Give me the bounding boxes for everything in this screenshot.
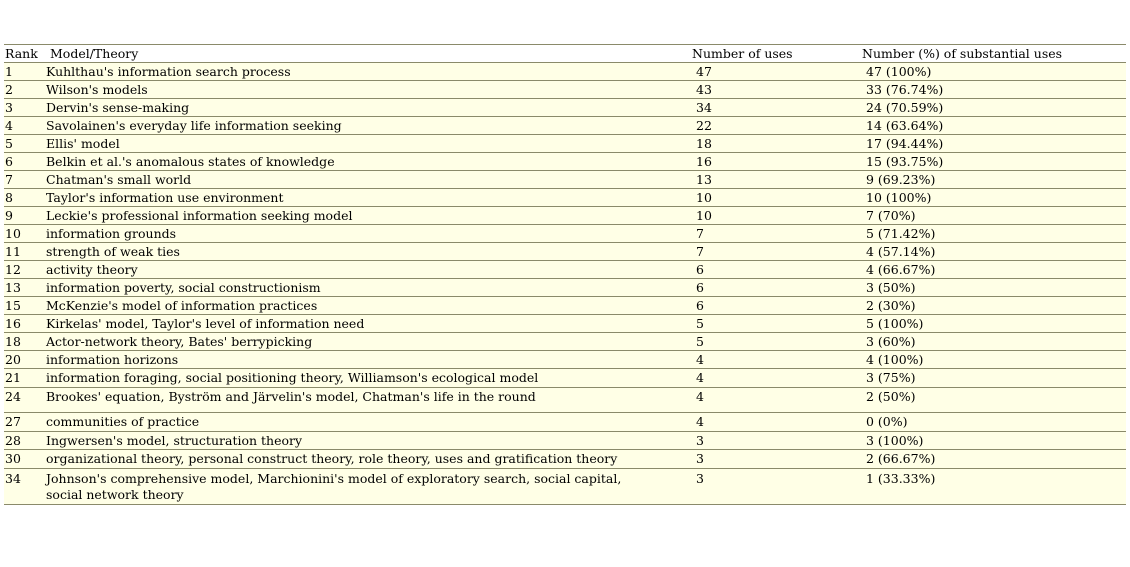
substantial-uses-cell: 5 (71.42%): [866, 226, 936, 241]
substantial-uses-cell: 24 (70.59%): [866, 100, 944, 115]
number-of-uses-cell: 5: [696, 316, 704, 331]
rank-cell: 18: [5, 334, 21, 349]
table-row: [4, 469, 1126, 505]
rank-cell: 10: [5, 226, 21, 241]
model-theory-cell: information poverty, social constructionism: [46, 280, 321, 295]
model-theory-cell: Kuhlthau's information search process: [46, 64, 291, 79]
rank-cell: 28: [5, 433, 21, 448]
number-of-uses-cell: 7: [696, 244, 704, 259]
substantial-uses-cell: 4 (66.67%): [866, 262, 936, 277]
table-row: [4, 135, 1126, 153]
table-row: [4, 261, 1126, 279]
substantial-uses-cell: 47 (100%): [866, 64, 932, 79]
table-row: [4, 315, 1126, 333]
model-theory-cell: Taylor's information use environment: [46, 190, 284, 205]
model-theory-cell: Belkin et al.'s anomalous states of knowledge: [46, 154, 335, 169]
header-substantial-uses: Number (%) of substantial uses: [862, 46, 1063, 61]
substantial-uses-cell: 9 (69.23%): [866, 172, 936, 187]
number-of-uses-cell: 43: [696, 82, 712, 97]
model-theory-cell: organizational theory, personal construct theory, role theory, uses and gratification theory: [46, 451, 618, 466]
substantial-uses-cell: 4 (57.14%): [866, 244, 936, 259]
rank-cell: 1: [5, 64, 13, 79]
substantial-uses-cell: 3 (60%): [866, 334, 916, 349]
rank-cell: 9: [5, 208, 13, 223]
table-body: [4, 63, 1126, 505]
number-of-uses-cell: 4: [696, 389, 704, 404]
number-of-uses-cell: 22: [696, 118, 712, 133]
table-row: [4, 413, 1126, 432]
table-row: [4, 225, 1126, 243]
rank-cell: 4: [5, 118, 13, 133]
model-theory-cell: Chatman's small world: [46, 172, 192, 187]
number-of-uses-cell: 10: [696, 190, 712, 205]
substantial-uses-cell: 7 (70%): [866, 208, 916, 223]
model-theory-cell: Leckie's professional information seeking model: [46, 208, 353, 223]
model-theory-cell: Johnson's comprehensive model, Marchionini's model of exploratory search, social capital, social network theory: [46, 471, 622, 502]
substantial-uses-cell: 2 (30%): [866, 298, 916, 313]
model-theory-cell: Actor-network theory, Bates' berrypicking: [46, 334, 313, 349]
number-of-uses-cell: 47: [696, 64, 712, 79]
table-row: [4, 63, 1126, 81]
header-number-of-uses: Number of uses: [692, 46, 793, 61]
substantial-uses-cell: 4 (100%): [866, 352, 924, 367]
model-theory-cell: Ingwersen's model, structuration theory: [46, 433, 303, 448]
rank-cell: 30: [5, 451, 21, 466]
number-of-uses-cell: 4: [696, 352, 704, 367]
model-theory-cell: Kirkelas' model, Taylor's level of information need: [46, 316, 365, 331]
model-theory-cell: strength of weak ties: [46, 244, 180, 259]
substantial-uses-cell: 3 (100%): [866, 433, 924, 448]
model-theory-cell: activity theory: [46, 262, 138, 277]
number-of-uses-cell: 5: [696, 334, 704, 349]
number-of-uses-cell: 6: [696, 262, 704, 277]
table-header-row: [4, 45, 1126, 63]
rank-cell: 12: [5, 262, 21, 277]
rank-cell: 2: [5, 82, 13, 97]
table-row: [4, 333, 1126, 351]
model-theory-cell: information horizons: [46, 352, 179, 367]
substantial-uses-cell: 14 (63.64%): [866, 118, 944, 133]
rank-cell: 8: [5, 190, 13, 205]
table-row: [4, 432, 1126, 450]
rank-cell: 34: [5, 471, 21, 486]
model-theory-cell: Savolainen's everyday life information seeking: [46, 118, 342, 133]
number-of-uses-cell: 3: [696, 471, 704, 486]
model-theory-cell: information foraging, social positioning theory, Williamson's ecological model: [46, 370, 539, 385]
table-row: [4, 388, 1126, 413]
number-of-uses-cell: 3: [696, 433, 704, 448]
substantial-uses-cell: 17 (94.44%): [866, 136, 944, 151]
substantial-uses-cell: 10 (100%): [866, 190, 932, 205]
number-of-uses-cell: 6: [696, 280, 704, 295]
rank-cell: 13: [5, 280, 21, 295]
number-of-uses-cell: 18: [696, 136, 712, 151]
number-of-uses-cell: 10: [696, 208, 712, 223]
rank-cell: 11: [5, 244, 21, 259]
number-of-uses-cell: 4: [696, 414, 704, 429]
header-model-theory: Model/Theory: [50, 46, 139, 61]
number-of-uses-cell: 13: [696, 172, 712, 187]
table-row: [4, 243, 1126, 261]
substantial-uses-cell: 15 (93.75%): [866, 154, 944, 169]
table-row: [4, 153, 1126, 171]
substantial-uses-cell: 0 (0%): [866, 414, 908, 429]
number-of-uses-cell: 4: [696, 370, 704, 385]
substantial-uses-cell: 2 (50%): [866, 389, 916, 404]
substantial-uses-cell: 33 (76.74%): [866, 82, 944, 97]
rank-cell: 3: [5, 100, 13, 115]
table-row: [4, 99, 1126, 117]
number-of-uses-cell: 34: [696, 100, 712, 115]
number-of-uses-cell: 7: [696, 226, 704, 241]
model-theory-cell: Brookes' equation, Byström and Järvelin's model, Chatman's life in the round: [46, 389, 536, 404]
table-row: [4, 207, 1126, 225]
table-row: [4, 189, 1126, 207]
model-theory-cell: Ellis' model: [46, 136, 120, 151]
substantial-uses-cell: 3 (75%): [866, 370, 916, 385]
rank-cell: 5: [5, 136, 13, 151]
table-row: [4, 81, 1126, 99]
substantial-uses-cell: 2 (66.67%): [866, 451, 936, 466]
rank-cell: 20: [5, 352, 21, 367]
number-of-uses-cell: 3: [696, 451, 704, 466]
model-theory-cell: Dervin's sense-making: [46, 100, 190, 115]
table-row: [4, 351, 1126, 369]
table-row: [4, 450, 1126, 469]
table-row: [4, 297, 1126, 315]
header-rank: Rank: [5, 46, 38, 61]
substantial-uses-cell: 3 (50%): [866, 280, 916, 295]
model-theory-cell: communities of practice: [46, 414, 200, 429]
rank-cell: 15: [5, 298, 21, 313]
model-theory-cell: Wilson's models: [46, 82, 148, 97]
substantial-uses-cell: 1 (33.33%): [866, 471, 936, 486]
rank-cell: 7: [5, 172, 13, 187]
models-theories-table: [4, 44, 1126, 505]
table-row: [4, 171, 1126, 189]
table-row: [4, 279, 1126, 297]
number-of-uses-cell: 16: [696, 154, 712, 169]
rank-cell: 21: [5, 370, 21, 385]
rank-cell: 27: [5, 414, 21, 429]
substantial-uses-cell: 5 (100%): [866, 316, 924, 331]
table-row: [4, 369, 1126, 388]
rank-cell: 6: [5, 154, 13, 169]
number-of-uses-cell: 6: [696, 298, 704, 313]
rank-cell: 24: [5, 389, 21, 404]
model-theory-cell: McKenzie's model of information practices: [46, 298, 318, 313]
rank-cell: 16: [5, 316, 21, 331]
table-row: [4, 117, 1126, 135]
model-theory-cell: information grounds: [46, 226, 177, 241]
